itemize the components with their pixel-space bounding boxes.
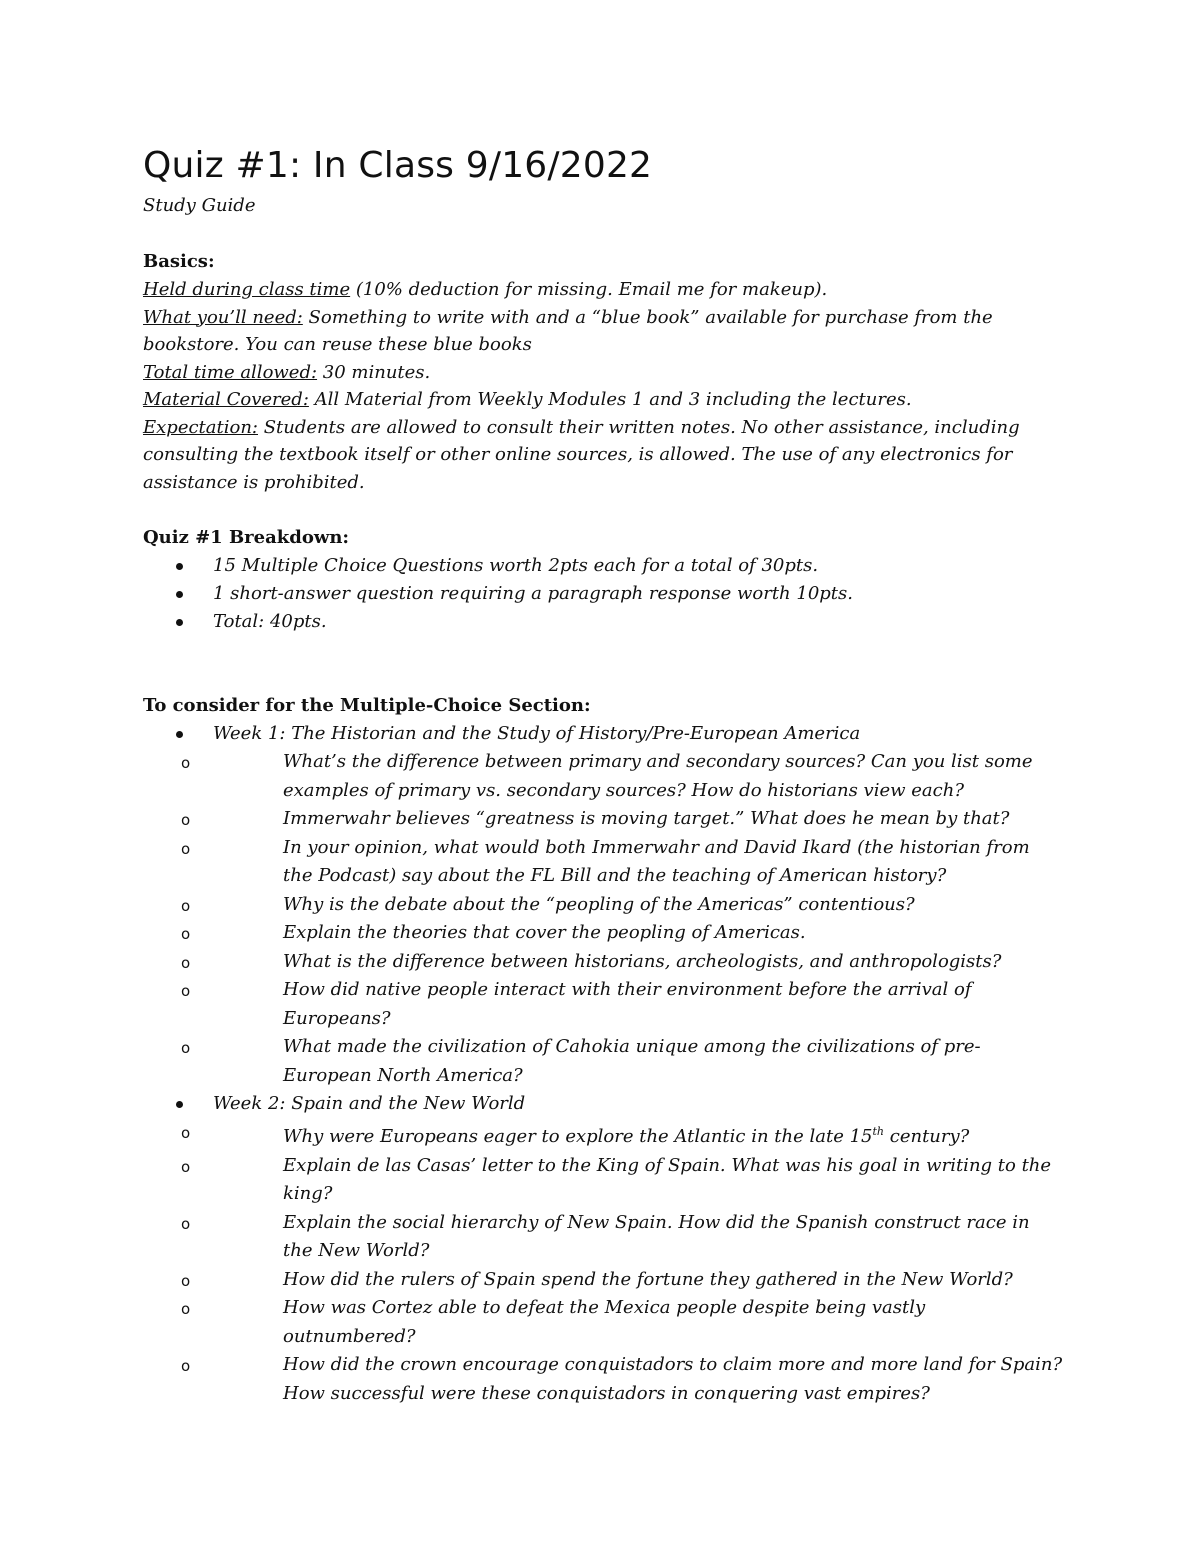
multiple-choice-heading: To consider for the Multiple-Choice Section: <box>143 695 591 716</box>
ordinal-suffix: th <box>872 1125 885 1138</box>
circle-bullet-icon: o <box>181 1214 191 1233</box>
circle-bullet-icon: o <box>181 1300 191 1318</box>
breakdown-list <box>143 552 1063 636</box>
bullet-icon <box>176 619 183 626</box>
weeks-list <box>143 720 1063 1408</box>
basics-heading: Basics: <box>143 251 215 272</box>
week-label: Week 2: Spain and the New World <box>213 1093 526 1114</box>
list-item: o Immerwahr believes “greatness is moving target.” What does he mean by that? <box>181 808 1010 829</box>
list-item: o Explain the social hierarchy of New Spain. How did the Spanish construct race in the New World? <box>181 1211 1030 1261</box>
bullet-icon <box>176 731 183 738</box>
circle-bullet-icon: o <box>181 896 191 915</box>
circle-bullet-icon: o <box>181 1271 191 1290</box>
list-item: o How did the rulers of Spain spend the fortune they gathered in the New World? <box>181 1268 1013 1290</box>
list-item: Total: 40pts. <box>143 608 1063 636</box>
bullet-icon <box>176 563 183 570</box>
document-page <box>143 140 1063 1408</box>
list-item: 15 Multiple Choice Questions worth 2pts each for a total of 30pts. <box>143 552 1063 580</box>
circle-bullet-icon: o <box>181 1039 191 1057</box>
list-item: 1 short-answer question requiring a paragraph response worth 10pts. <box>143 580 1063 608</box>
page-title: Quiz #1: In Class 9/16/2022 <box>143 145 653 186</box>
basics-material <box>143 386 1063 414</box>
circle-bullet-icon: o <box>181 982 191 1000</box>
list-item: o How did native people interact with their environment before the arrival of Europeans? <box>181 979 972 1029</box>
time-text: 30 minutes. <box>317 361 431 383</box>
week-item-2 <box>143 1090 1063 1408</box>
list-item: o What’s the difference between primary and secondary sources? Can you list some examples of primary vs. secondary sources? How do historians view each? <box>181 751 1033 801</box>
list-item: o What is the difference between historians, archeologists, and anthropologists? <box>181 950 1002 972</box>
breakdown-heading: Quiz #1 Breakdown: <box>143 527 350 548</box>
circle-bullet-icon: o <box>181 839 191 858</box>
circle-bullet-icon: o <box>181 925 191 943</box>
material-label: Material Covered: <box>143 389 309 410</box>
week-label: Week 1: The Historian and the Study of History/Pre-European America <box>213 723 861 744</box>
held-text: (10% deduction for missing. Email me for makeup). <box>350 279 828 300</box>
basics-need <box>143 304 1063 359</box>
list-item: o Explain the theories that cover the peopling of Americas. <box>181 922 806 943</box>
page-subtitle: Study Guide <box>143 195 256 216</box>
list-item: o Why is the debate about the “peopling of the Americas” contentious? <box>181 893 915 915</box>
list-item: o How did the crown encourage conquistadors to claim more and more land for Spain? How successful were these conquistadors in conquering vast empires? <box>181 1354 1063 1404</box>
basics-expectation <box>143 414 1063 497</box>
list-item: o How was Cortez able to defeat the Mexica people despite being vastly outnumbered? <box>181 1297 926 1347</box>
week-item-1 <box>143 720 1063 1090</box>
circle-bullet-icon: o <box>181 1357 191 1375</box>
list-item: o Why were Europeans eager to explore the Atlantic in the late 15th century? <box>181 1124 970 1147</box>
need-text: Something to write with and a “blue book” available for purchase from the bookstore. You can reuse these blue books <box>143 306 993 355</box>
week-2-questions <box>181 1118 1063 1408</box>
expectation-label: Expectation: <box>143 416 258 438</box>
material-text: All Material from Weekly Modules 1 and 3 including the lectures. <box>308 389 912 410</box>
time-label: Total time allowed: <box>143 361 318 383</box>
list-item: o In your opinion, what would both Immerwahr and David Ikard (the historian from the Podcast) say about the FL Bill and the teaching of American history? <box>181 836 1030 886</box>
bullet-icon <box>176 1101 183 1108</box>
basics-time <box>143 359 1063 387</box>
circle-bullet-icon: o <box>181 811 191 829</box>
expectation-text: Students are allowed to consult their written notes. No other assistance, including consulting the textbook itself or other online sources, is allowed. The use of any electronics for assistance is prohibited. <box>143 416 1020 493</box>
circle-bullet-icon: o <box>181 754 191 772</box>
list-item: o Explain de las Casas’ letter to the King of Spain. What was his goal in writing to the king? <box>181 1154 1052 1204</box>
basics-held <box>143 276 1063 304</box>
circle-bullet-icon: o <box>181 1157 191 1176</box>
week-1-questions <box>181 748 1063 1090</box>
circle-bullet-icon: o <box>181 953 191 972</box>
circle-bullet-icon: o <box>181 1124 191 1142</box>
list-item: o What made the civilization of Cahokia unique among the civilizations of pre-European North America? <box>181 1036 981 1086</box>
bullet-icon <box>176 591 183 598</box>
held-label: Held during class time <box>143 279 351 300</box>
need-label: What you’ll need: <box>143 306 303 328</box>
